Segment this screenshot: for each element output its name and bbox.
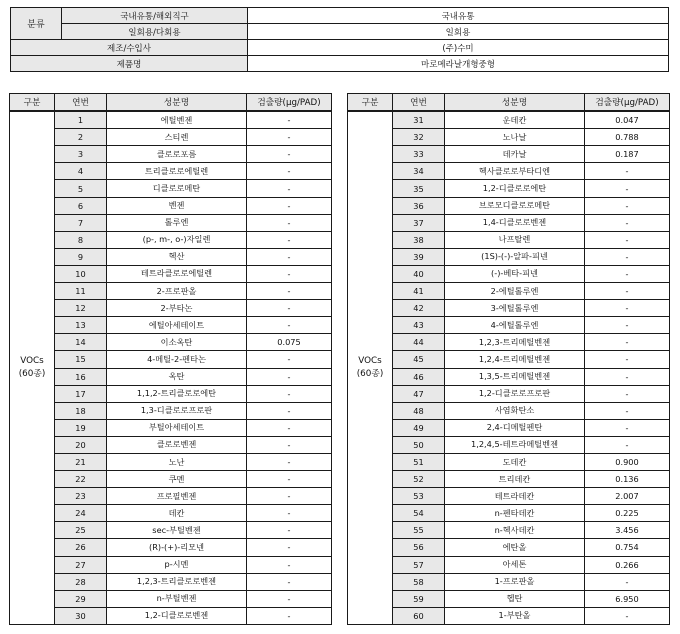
table-row xyxy=(348,556,670,573)
compound-name: 1,3,5-트리메틸벤젠 xyxy=(445,368,585,385)
compound-name: (-)-베타-피넨 xyxy=(445,265,585,282)
compound-name: 2-프로판올 xyxy=(107,283,247,300)
detected-amount: - xyxy=(585,573,670,590)
header-group: 구분 xyxy=(10,94,55,112)
compound-name: 에틸아세테이트 xyxy=(107,317,247,334)
detected-amount: 0.225 xyxy=(585,505,670,522)
row-number: 18 xyxy=(55,402,107,419)
compound-name: 디클로로메탄 xyxy=(107,180,247,197)
table-row xyxy=(10,385,332,402)
row-number: 54 xyxy=(393,505,445,522)
compound-name: 테트라클로로에틸렌 xyxy=(107,265,247,282)
compound-name: 트리데칸 xyxy=(445,471,585,488)
distribution-label: 국내유통/해외직구 xyxy=(62,8,248,24)
row-number: 4 xyxy=(55,163,107,180)
compound-name: 도데칸 xyxy=(445,453,585,470)
compound-name: 옥탄 xyxy=(107,368,247,385)
row-number: 33 xyxy=(393,146,445,163)
row-number: 1 xyxy=(55,111,107,129)
header-name: 성분명 xyxy=(107,94,247,112)
compound-name: p-시멘 xyxy=(107,556,247,573)
detected-amount: - xyxy=(247,265,332,282)
table-row xyxy=(10,505,332,522)
detected-amount: - xyxy=(247,419,332,436)
detected-amount: - xyxy=(247,129,332,146)
table-row xyxy=(348,539,670,556)
table-row xyxy=(10,214,332,231)
compound-name: 이소옥탄 xyxy=(107,334,247,351)
product-value: 마로메라날개형중형 xyxy=(248,56,669,72)
detected-amount: - xyxy=(585,402,670,419)
compound-name: 브로모디클로로메탄 xyxy=(445,197,585,214)
row-number: 56 xyxy=(393,539,445,556)
group-label-voc: VOCs xyxy=(20,356,44,366)
compound-name: 1,2,3-트리메틸벤젠 xyxy=(445,334,585,351)
row-number: 43 xyxy=(393,317,445,334)
detected-amount: - xyxy=(247,368,332,385)
compound-name: 1,2-디클로로벤젠 xyxy=(107,607,247,624)
row-number: 20 xyxy=(55,436,107,453)
detected-amount: - xyxy=(247,111,332,129)
detected-amount: - xyxy=(247,146,332,163)
category-label: 분류 xyxy=(11,8,62,40)
table-row xyxy=(10,265,332,282)
compound-name: 에틸벤젠 xyxy=(107,111,247,129)
row-number: 25 xyxy=(55,522,107,539)
row-number: 15 xyxy=(55,351,107,368)
group-label-count: (60종) xyxy=(18,369,46,379)
voc-table-left xyxy=(9,93,332,625)
table-row xyxy=(10,488,332,505)
row-number: 37 xyxy=(393,214,445,231)
compound-name: 노난 xyxy=(107,453,247,470)
table-row xyxy=(10,522,332,539)
table-row xyxy=(10,180,332,197)
maker-label: 제조/수입사 xyxy=(11,40,248,56)
detected-amount: - xyxy=(247,300,332,317)
detected-amount: 6.950 xyxy=(585,590,670,607)
table-row xyxy=(10,453,332,470)
compound-name: 스티렌 xyxy=(107,129,247,146)
table-row xyxy=(10,163,332,180)
row-number: 48 xyxy=(393,402,445,419)
row-number: 5 xyxy=(55,180,107,197)
table-row xyxy=(10,231,332,248)
table-row xyxy=(348,351,670,368)
row-number: 8 xyxy=(55,231,107,248)
table-row xyxy=(10,607,332,624)
detected-amount: - xyxy=(247,248,332,265)
row-number: 24 xyxy=(55,505,107,522)
detected-amount: - xyxy=(585,334,670,351)
detected-amount: - xyxy=(247,180,332,197)
detected-amount: 0.075 xyxy=(247,334,332,351)
row-number: 10 xyxy=(55,265,107,282)
row-number: 2 xyxy=(55,129,107,146)
table-row xyxy=(348,334,670,351)
compound-name: sec-부틸벤젠 xyxy=(107,522,247,539)
row-number: 9 xyxy=(55,248,107,265)
compound-name: 노나날 xyxy=(445,129,585,146)
row-number: 12 xyxy=(55,300,107,317)
compound-name: 헵탄 xyxy=(445,590,585,607)
table-row xyxy=(348,231,670,248)
detected-amount: - xyxy=(247,522,332,539)
compound-name: 에탄올 xyxy=(445,539,585,556)
row-number: 28 xyxy=(55,573,107,590)
table-row xyxy=(10,334,332,351)
compound-name: 운데칸 xyxy=(445,111,585,129)
row-number: 51 xyxy=(393,453,445,470)
usage-value: 일회용 xyxy=(248,24,669,40)
detected-amount: - xyxy=(247,214,332,231)
row-number: 41 xyxy=(393,283,445,300)
detected-amount: - xyxy=(585,300,670,317)
header-no: 연번 xyxy=(55,94,107,112)
compound-name: 2-부타논 xyxy=(107,300,247,317)
row-number: 34 xyxy=(393,163,445,180)
detected-amount: - xyxy=(585,163,670,180)
row-number: 19 xyxy=(55,419,107,436)
detected-amount: - xyxy=(585,351,670,368)
compound-name: 프로필벤젠 xyxy=(107,488,247,505)
table-row xyxy=(10,283,332,300)
table-row xyxy=(348,283,670,300)
row-number: 38 xyxy=(393,231,445,248)
detected-amount: - xyxy=(247,385,332,402)
compound-name: 쿠멘 xyxy=(107,471,247,488)
row-number: 3 xyxy=(55,146,107,163)
row-number: 53 xyxy=(393,488,445,505)
row-number: 22 xyxy=(55,471,107,488)
detected-amount: - xyxy=(247,607,332,624)
compound-name: 톨루엔 xyxy=(107,214,247,231)
row-number: 29 xyxy=(55,590,107,607)
compound-name: 1,2,4,5-테트라메틸벤젠 xyxy=(445,436,585,453)
row-number: 45 xyxy=(393,351,445,368)
compound-name: (R)-(+)-리모넨 xyxy=(107,539,247,556)
compound-name: 1,1,2-트리클로로에탄 xyxy=(107,385,247,402)
voc-table-right xyxy=(347,93,670,625)
detected-amount: - xyxy=(585,265,670,282)
table-row xyxy=(348,471,670,488)
table-row xyxy=(348,248,670,265)
detected-amount: - xyxy=(247,556,332,573)
product-info-table xyxy=(10,7,669,72)
compound-name: 테트라데칸 xyxy=(445,488,585,505)
table-row xyxy=(10,402,332,419)
table-row xyxy=(10,539,332,556)
detected-amount: - xyxy=(585,231,670,248)
table-row xyxy=(10,317,332,334)
table-row xyxy=(10,351,332,368)
detected-amount: - xyxy=(585,283,670,300)
header-amount: 검출량(μg/PAD) xyxy=(585,94,670,112)
row-number: 60 xyxy=(393,607,445,624)
table-row xyxy=(348,300,670,317)
table-row xyxy=(348,163,670,180)
compound-name: 1,2-디클로로에탄 xyxy=(445,180,585,197)
table-row xyxy=(348,180,670,197)
detected-amount: - xyxy=(247,197,332,214)
table-row xyxy=(10,471,332,488)
row-number: 55 xyxy=(393,522,445,539)
compound-name: 1,2,4-트리메틸벤젠 xyxy=(445,351,585,368)
table-row xyxy=(10,300,332,317)
detected-amount: - xyxy=(585,180,670,197)
detected-amount: 0.900 xyxy=(585,453,670,470)
row-number: 49 xyxy=(393,419,445,436)
table-row xyxy=(348,607,670,624)
compound-name: 1,3-디클로로프로판 xyxy=(107,402,247,419)
detected-amount: - xyxy=(247,471,332,488)
row-number: 21 xyxy=(55,453,107,470)
group-label-count: (60종) xyxy=(356,369,384,379)
row-number: 26 xyxy=(55,539,107,556)
table-row xyxy=(10,129,332,146)
detected-amount: - xyxy=(247,453,332,470)
detected-amount: - xyxy=(585,197,670,214)
detected-amount: - xyxy=(247,539,332,556)
compound-name: 아세톤 xyxy=(445,556,585,573)
compound-name: n-부틸벤젠 xyxy=(107,590,247,607)
distribution-value: 국내유통 xyxy=(248,8,669,24)
group-cell xyxy=(10,111,55,624)
table-row xyxy=(348,453,670,470)
detected-amount: - xyxy=(247,351,332,368)
row-number: 14 xyxy=(55,334,107,351)
row-number: 30 xyxy=(55,607,107,624)
compound-name: 4-메틸-2-펜타논 xyxy=(107,351,247,368)
table-row xyxy=(348,197,670,214)
detected-amount: - xyxy=(247,436,332,453)
row-number: 47 xyxy=(393,385,445,402)
detected-amount: - xyxy=(585,248,670,265)
detected-amount: 2.007 xyxy=(585,488,670,505)
table-row xyxy=(10,419,332,436)
table-row xyxy=(348,214,670,231)
table-row xyxy=(10,197,332,214)
header-group: 구분 xyxy=(348,94,393,112)
compound-name: 1-부탄올 xyxy=(445,607,585,624)
compound-name: 헥사클로로부타디엔 xyxy=(445,163,585,180)
row-number: 42 xyxy=(393,300,445,317)
row-number: 23 xyxy=(55,488,107,505)
row-number: 52 xyxy=(393,471,445,488)
compound-name: 1-프로판올 xyxy=(445,573,585,590)
compound-name: 데칸 xyxy=(107,505,247,522)
table-row xyxy=(348,522,670,539)
product-label: 제품명 xyxy=(11,56,248,72)
detected-amount: 0.047 xyxy=(585,111,670,129)
row-number: 6 xyxy=(55,197,107,214)
row-number: 16 xyxy=(55,368,107,385)
table-row xyxy=(348,436,670,453)
row-number: 58 xyxy=(393,573,445,590)
table-row xyxy=(10,111,332,129)
table-row xyxy=(348,419,670,436)
row-number: 46 xyxy=(393,368,445,385)
row-number: 31 xyxy=(393,111,445,129)
table-row xyxy=(10,436,332,453)
detected-amount: - xyxy=(247,402,332,419)
compound-name: 2,4-디메틸펜탄 xyxy=(445,419,585,436)
table-row xyxy=(348,317,670,334)
table-row xyxy=(348,129,670,146)
compound-name: 클로로포름 xyxy=(107,146,247,163)
row-number: 59 xyxy=(393,590,445,607)
usage-label: 일회용/다회용 xyxy=(62,24,248,40)
group-label-voc: VOCs xyxy=(358,356,382,366)
row-number: 17 xyxy=(55,385,107,402)
compound-name: 2-에틸톨루엔 xyxy=(445,283,585,300)
maker-value: (주)수미 xyxy=(248,40,669,56)
compound-name: 데카날 xyxy=(445,146,585,163)
table-row xyxy=(348,505,670,522)
table-row xyxy=(348,590,670,607)
compound-name: 1,4-디클로로벤젠 xyxy=(445,214,585,231)
row-number: 13 xyxy=(55,317,107,334)
compound-name: 나프탈렌 xyxy=(445,231,585,248)
row-number: 7 xyxy=(55,214,107,231)
detected-amount: 0.187 xyxy=(585,146,670,163)
table-row xyxy=(10,368,332,385)
compound-name: 트리클로로에틸렌 xyxy=(107,163,247,180)
table-row xyxy=(10,556,332,573)
group-cell xyxy=(348,111,393,624)
row-number: 11 xyxy=(55,283,107,300)
detected-amount: - xyxy=(585,317,670,334)
table-row xyxy=(348,573,670,590)
compound-name: 1,2-디클로로프로판 xyxy=(445,385,585,402)
compound-name: n-펜타데칸 xyxy=(445,505,585,522)
row-number: 27 xyxy=(55,556,107,573)
detected-amount: 0.788 xyxy=(585,129,670,146)
compound-name: 헥산 xyxy=(107,248,247,265)
detected-amount: - xyxy=(247,573,332,590)
table-row xyxy=(10,146,332,163)
table-row xyxy=(10,248,332,265)
detected-amount: - xyxy=(247,488,332,505)
row-number: 32 xyxy=(393,129,445,146)
row-number: 35 xyxy=(393,180,445,197)
detected-amount: - xyxy=(247,231,332,248)
compound-name: 3-에틸톨루엔 xyxy=(445,300,585,317)
detected-amount: - xyxy=(247,317,332,334)
detected-amount: 0.754 xyxy=(585,539,670,556)
detected-amount: - xyxy=(585,214,670,231)
detected-amount: - xyxy=(585,385,670,402)
compound-name: 사염화탄소 xyxy=(445,402,585,419)
compound-name: 클로로벤젠 xyxy=(107,436,247,453)
table-row xyxy=(10,573,332,590)
compound-name: (p-, m-, o-)자일렌 xyxy=(107,231,247,248)
table-row xyxy=(348,111,670,129)
row-number: 39 xyxy=(393,248,445,265)
detected-amount: - xyxy=(247,505,332,522)
header-no: 연번 xyxy=(393,94,445,112)
table-row xyxy=(10,590,332,607)
detected-amount: - xyxy=(247,283,332,300)
compound-name: 부틸아세테이트 xyxy=(107,419,247,436)
compound-name: 4-에틸톨루엔 xyxy=(445,317,585,334)
table-row xyxy=(348,385,670,402)
row-number: 44 xyxy=(393,334,445,351)
detected-amount: - xyxy=(585,368,670,385)
detected-amount: 0.266 xyxy=(585,556,670,573)
detected-amount: 3.456 xyxy=(585,522,670,539)
detected-amount: - xyxy=(585,436,670,453)
row-number: 40 xyxy=(393,265,445,282)
compound-name: 벤젠 xyxy=(107,197,247,214)
detected-amount: - xyxy=(247,163,332,180)
table-row xyxy=(348,368,670,385)
row-number: 36 xyxy=(393,197,445,214)
compound-name: (1S)-(-)-알파-피넨 xyxy=(445,248,585,265)
table-row xyxy=(348,402,670,419)
table-row xyxy=(348,146,670,163)
detected-amount: - xyxy=(585,419,670,436)
detected-amount: - xyxy=(247,590,332,607)
header-amount: 검출량(μg/PAD) xyxy=(247,94,332,112)
header-name: 성분명 xyxy=(445,94,585,112)
compound-name: 1,2,3-트리클로로벤젠 xyxy=(107,573,247,590)
table-row xyxy=(348,265,670,282)
detected-amount: 0.136 xyxy=(585,471,670,488)
table-row xyxy=(348,488,670,505)
row-number: 50 xyxy=(393,436,445,453)
detected-amount: - xyxy=(585,607,670,624)
compound-name: n-헥사데칸 xyxy=(445,522,585,539)
row-number: 57 xyxy=(393,556,445,573)
